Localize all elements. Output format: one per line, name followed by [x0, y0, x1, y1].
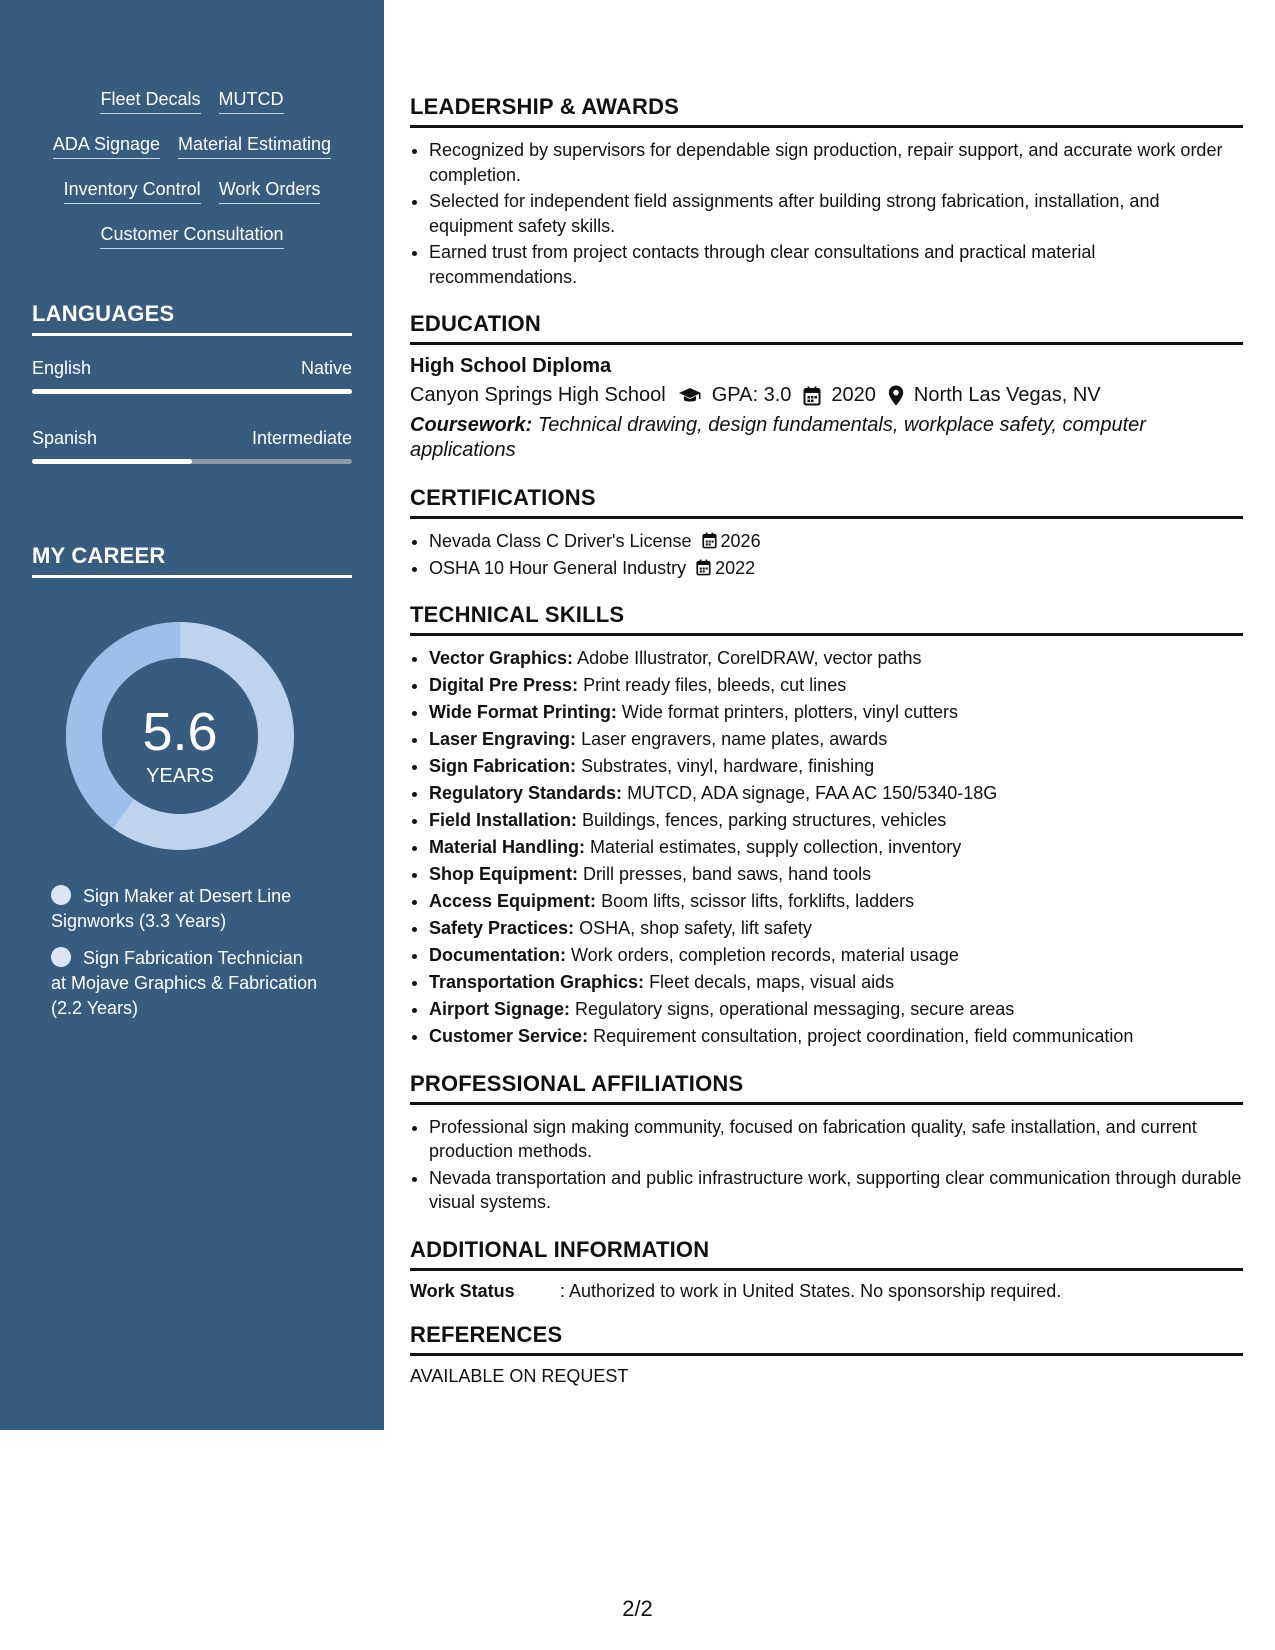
language-name: Spanish — [32, 428, 98, 448]
technical-skill-label: Material Handling: — [429, 837, 586, 857]
technical-skill-item — [429, 727, 1243, 752]
list-item: • Nevada transportation and public infrastructure work, supporting clear communication through durable visual systems. — [429, 1166, 1243, 1215]
skills-tags — [0, 88, 384, 268]
technical-skill-label: Access Equipment: — [429, 891, 597, 911]
certifications-list — [410, 529, 1243, 580]
graduation-cap-icon — [678, 387, 702, 405]
technical-skill-item — [429, 916, 1243, 941]
technical-skill-item — [429, 700, 1243, 725]
technical-skill-value: Regulatory signs, operational messaging, secure areas — [575, 999, 1015, 1019]
certification-year: 2026 — [720, 531, 761, 551]
technical-skill-label: Airport Signage: — [429, 999, 571, 1019]
skill-tag: Customer Consultation — [100, 223, 283, 249]
language-bar — [32, 389, 352, 394]
technical-skill-item — [429, 970, 1243, 995]
technical-skill-item — [429, 862, 1243, 887]
technical-skill-label: Vector Graphics: — [429, 648, 574, 668]
language-bar-fill — [32, 389, 352, 394]
language-bar-fill — [32, 459, 192, 464]
section-title: CERTIFICATIONS — [410, 485, 1243, 519]
technical-skill-label: Customer Service: — [429, 1026, 589, 1046]
references-text: AVAILABLE ON REQUEST — [410, 1365, 629, 1386]
technical-skill-label: Laser Engraving: — [429, 729, 577, 749]
technical-skill-label: Shop Equipment: — [429, 864, 578, 884]
career-item-text: Sign Maker at Desert Line Signworks (3.3 Years) — [51, 886, 292, 931]
language-level: Intermediate — [251, 428, 352, 448]
technical-skill-item — [429, 808, 1243, 833]
section-title: ADDITIONAL INFORMATION — [410, 1237, 1243, 1271]
section-title: EDUCATION — [410, 311, 1243, 345]
leadership-list — [410, 138, 1243, 289]
location-pin-icon — [888, 385, 904, 406]
career-years-unit: YEARS — [146, 765, 214, 787]
education-meta — [410, 384, 1243, 407]
list-item: • Earned trust from project contacts through clear consultations and practical material recommendations. — [429, 240, 1243, 289]
career-years-value: 5.6 — [142, 702, 218, 762]
technical-skill-value: Wide format printers, plotters, vinyl cutters — [621, 702, 958, 722]
technical-skill-label: Sign Fabrication: — [429, 756, 577, 776]
main-content — [410, 94, 1243, 1387]
technical-skill-value: Print ready files, bleeds, cut lines — [583, 675, 847, 695]
certification-year: 2022 — [715, 557, 756, 578]
language-spanish — [32, 428, 352, 464]
career-heading: MY CAREER — [32, 543, 352, 578]
list-item: • Recognized by supervisors for dependable sign production, repair support, and accurate work order completion. — [429, 138, 1243, 187]
education-school: Canyon Springs High School — [410, 384, 666, 406]
certification-item — [429, 529, 1243, 554]
skill-tag: Work Orders — [219, 178, 321, 204]
technical-skill-item — [429, 943, 1243, 968]
certification-name: Nevada Class C Driver's License — [429, 531, 692, 551]
additional-value: : Authorized to work in United States. No sponsorship required. — [560, 1280, 1062, 1301]
skill-tag: Fleet Decals — [100, 88, 200, 114]
coursework-text: Technical drawing, design fundamentals, workplace safety, computer applications — [410, 414, 1146, 461]
technical-skill-value: Fleet decals, maps, visual aids — [649, 972, 895, 992]
skill-row — [0, 223, 384, 249]
technical-skill-label: Regulatory Standards: — [429, 783, 623, 803]
technical-skill-item — [429, 754, 1243, 779]
technical-skill-label: Field Installation: — [429, 810, 578, 830]
skill-row — [0, 88, 384, 114]
technical-skill-item — [429, 646, 1243, 671]
additional-label: Work Status — [410, 1280, 515, 1301]
certification-item — [429, 556, 1243, 581]
technical-skill-value: Laser engravers, name plates, awards — [581, 729, 888, 749]
education-year: 2020 — [831, 384, 876, 406]
technical-skill-value: OSHA, shop safety, lift safety — [579, 918, 812, 938]
section-title: REFERENCES — [410, 1322, 1243, 1356]
technical-skill-item — [429, 997, 1243, 1022]
languages-heading: LANGUAGES — [32, 301, 352, 336]
technical-skill-item — [429, 1024, 1243, 1049]
technical-skills-list — [410, 646, 1243, 1049]
technical-skill-value: Buildings, fences, parking structures, vehicles — [582, 810, 947, 830]
technical-skill-value: Work orders, completion records, material usage — [571, 945, 959, 965]
education-coursework — [410, 413, 1243, 463]
affiliations-list — [410, 1115, 1243, 1215]
language-english — [32, 358, 352, 394]
list-item: • Professional sign making community, focused on fabrication quality, safe installation, and current production methods. — [429, 1115, 1243, 1164]
calendar-icon — [803, 386, 821, 406]
education-gpa: GPA: 3.0 — [711, 384, 792, 406]
section-title: LEADERSHIP & AWARDS — [410, 94, 1243, 128]
skill-tag: Inventory Control — [64, 178, 201, 204]
section-title: TECHNICAL SKILLS — [410, 602, 1243, 636]
technical-skill-label: Wide Format Printing: — [429, 702, 617, 722]
technical-skill-label: Documentation: — [429, 945, 566, 965]
certification-name: OSHA 10 Hour General Industry — [429, 557, 687, 578]
language-bar — [32, 459, 352, 464]
technical-skill-value: Drill presses, band saws, hand tools — [583, 864, 872, 884]
language-name: English — [32, 358, 92, 378]
technical-skill-label: Transportation Graphics: — [429, 972, 645, 992]
technical-skill-value: Adobe Illustrator, CorelDRAW, vector paths — [577, 648, 922, 668]
sidebar — [0, 0, 384, 1430]
technical-skill-item — [429, 889, 1243, 914]
technical-skill-value: Boom lifts, scissor lifts, forklifts, ladders — [601, 891, 915, 911]
career-item — [51, 946, 321, 1021]
technical-skill-value: Material estimates, supply collection, inventory — [590, 837, 962, 857]
section-title: PROFESSIONAL AFFILIATIONS — [410, 1071, 1243, 1105]
page-number: 2/2 — [622, 1596, 653, 1621]
technical-skill-value: MUTCD, ADA signage, FAA AC 150/5340-18G — [627, 783, 998, 803]
technical-skill-label: Safety Practices: — [429, 918, 575, 938]
legend-dot-icon — [51, 885, 71, 905]
calendar-icon — [702, 532, 717, 549]
technical-skill-value: Substrates, vinyl, hardware, finishing — [581, 756, 875, 776]
skill-row — [0, 133, 384, 159]
skill-tag: ADA Signage — [53, 133, 160, 159]
additional-row — [410, 1281, 1243, 1302]
technical-skill-item — [429, 835, 1243, 860]
career-donut-chart — [66, 622, 294, 850]
calendar-icon — [696, 559, 711, 576]
technical-skill-value: Requirement consultation, project coordination, field communication — [593, 1026, 1134, 1046]
career-item-text: Sign Fabrication Technician at Mojave Graphics & Fabrication (2.2 Years) — [51, 948, 318, 1018]
skill-tag: Material Estimating — [178, 133, 331, 159]
coursework-label: Coursework: — [410, 414, 533, 436]
career-item — [51, 884, 321, 934]
technical-skill-item — [429, 673, 1243, 698]
education-degree: High School Diploma — [410, 355, 612, 377]
career-list — [51, 884, 321, 1033]
list-item: • Selected for independent field assignments after building strong fabrication, installation, and equipment safety skills. — [429, 189, 1243, 238]
technical-skill-item — [429, 781, 1243, 806]
skill-row — [0, 178, 384, 204]
legend-dot-icon — [51, 947, 71, 967]
skill-tag: MUTCD — [219, 88, 284, 114]
education-location: North Las Vegas, NV — [913, 384, 1101, 406]
language-level: Native — [300, 358, 352, 378]
technical-skill-label: Digital Pre Press: — [429, 675, 579, 695]
